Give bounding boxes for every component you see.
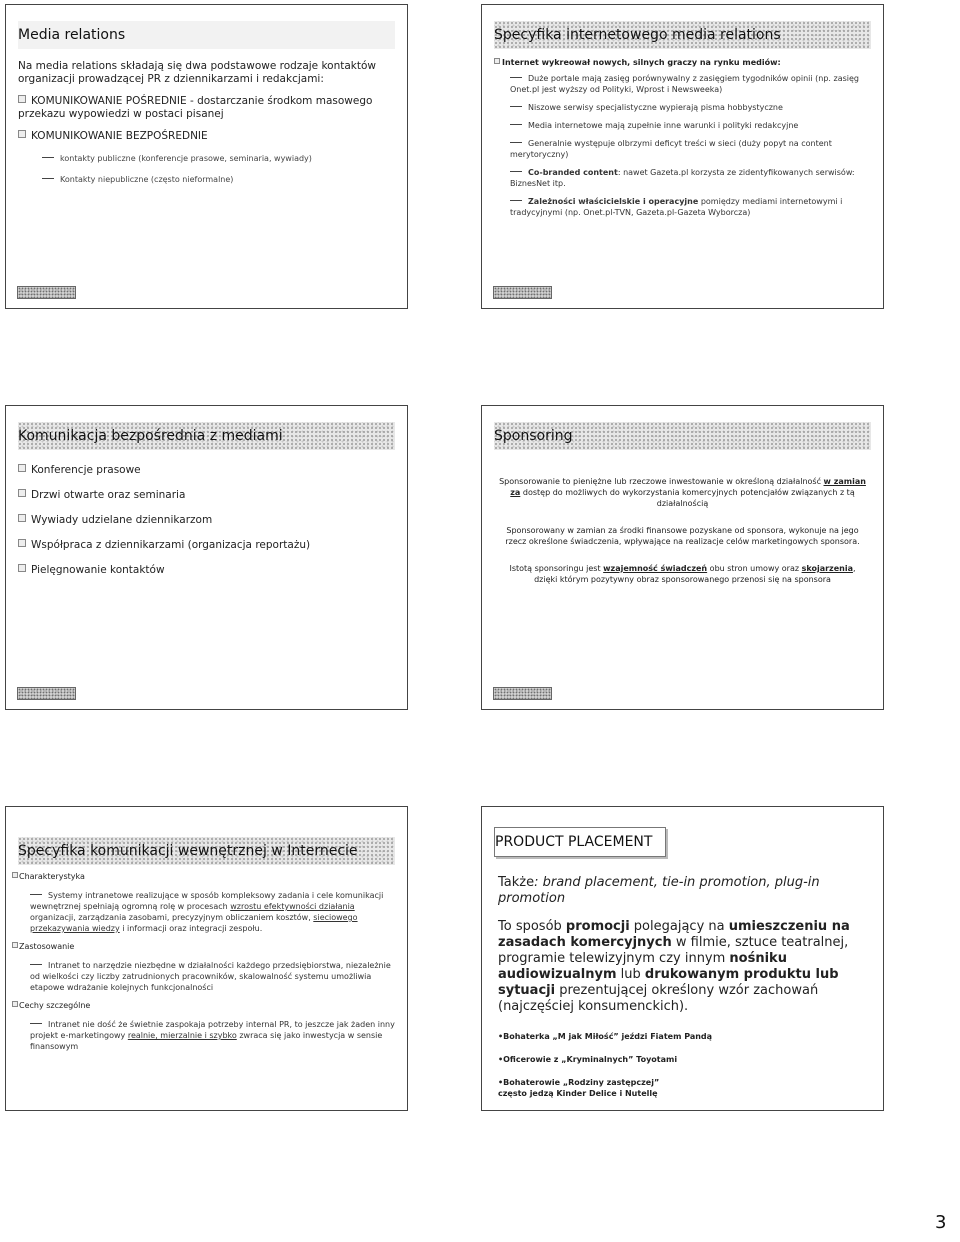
- sub-item: Zależności właścicielskie i operacyjne pomiędzy mediami internetowymi i tradycyjnymi (np. Onet.pl-TVN, Gazeta.pl-Gazeta Wyborcza): [510, 196, 871, 218]
- sub-item: Duże portale mają zasięg porównywalny z zasięgiem tygodników opinii (np. zasięg Onet.pl jest wyższy od Polityki, Wprost i Newsweeka): [510, 73, 871, 95]
- slide-title: Komunikacja bezpośrednia z mediami: [18, 422, 395, 450]
- slide-media-relations: [5, 4, 408, 309]
- bullet-square-icon: [12, 872, 18, 878]
- example-item: •Bohaterka „M jak Miłość” jeździ Fiatem Pandą: [498, 1032, 713, 1041]
- bullet-item: KOMUNIKOWANIE POŚREDNIE - dostarczanie środkom masowego przekazu wypowiedzi w postaci pisanej: [18, 95, 373, 120]
- sub-item: Intranet to narzędzie niezbędne w działalności każdego przedsiębiorstwa, niezależnie od wielkości czy liczby zatrudnionych pracowników, skalowalność systemu umożliwia etapowe wdrażanie kolejnych funkcjonalności: [30, 960, 397, 993]
- bullet-item: Współpraca z dziennikarzami (organizacja reportażu): [18, 539, 395, 552]
- bullet-item: Drzwi otwarte oraz seminaria: [18, 489, 395, 502]
- slide-title: Specyfika komunikacji wewnętrznej w Internecie: [18, 837, 395, 865]
- example-item: •Bohaterowie „Rodziny zastępczej” często jedzą Kinder Delice i Nutellę: [498, 1078, 660, 1098]
- bullet-square-icon: [18, 514, 26, 522]
- sub-item: Intranet nie dość że świetnie zaspokaja potrzeby internal PR, to jeszcze jak żaden inny projekt e-marketingowy realnie, mierzalnie i szybko zwraca się jako inwestycja w sensie finansowym: [30, 1019, 397, 1052]
- bullet-square-icon: [18, 464, 26, 472]
- slide-title: Media relations: [18, 21, 395, 49]
- sub-item: Kontakty niepubliczne (często nieformalne): [42, 173, 395, 186]
- sub-item: Generalnie występuje olbrzymi deficyt treści w sieci (duży popyt na content merytoryczny): [510, 138, 871, 160]
- section-heading: Zastosowanie: [12, 941, 397, 952]
- lead-item: Internet wykreował nowych, silnych graczy na rynku mediów:: [494, 57, 871, 68]
- bullet-item: Pielęgnowanie kontaktów: [18, 564, 395, 577]
- bullet-square-icon: [18, 489, 26, 497]
- page-number: 3: [935, 1212, 947, 1233]
- example-item: •Oficerowie z „Kryminalnych” Toyotami: [498, 1055, 678, 1064]
- sub-item: Media internetowe mają zupełnie inne warunki i polityki redakcyjne: [510, 120, 871, 131]
- slide-direct-communication: [5, 405, 408, 710]
- sub-item: kontakty publiczne (konferencje prasowe, seminaria, wywiady): [42, 152, 395, 165]
- paragraph: Sponsorowany w zamian za środki finansowe pozyskane od sponsora, wykonuje na jego rzecz określone świadczenia, wpływające na realizacje celów marketingowych sponsora.: [505, 526, 860, 546]
- footer-logo: [493, 286, 552, 299]
- sub-item: Systemy intranetowe realizujące w sposób kompleksowy zadania i cele komunikacji wewnętrznej spełniają ogromną rolę w procesach wzrostu efektywności działania organizacji, zarządzania zasobami, precyzyjnym obliczaniem kosztów, sieciowego przekazywania wiedzy i informacji oraz integracji zespołu.: [30, 890, 397, 934]
- also-known-as: Także: brand placement, tie-in promotion, plug-in promotion: [498, 875, 820, 906]
- slide-title: Specyfika internetowego media relations: [494, 21, 871, 49]
- section-heading: Cechy szczególne: [12, 1000, 397, 1011]
- slide-sponsoring: [481, 405, 884, 710]
- bullet-square-icon: [12, 1001, 18, 1007]
- bullet-square-icon: [494, 58, 500, 64]
- bullet-square-icon: [18, 130, 26, 138]
- slide-product-placement: [481, 806, 884, 1111]
- footer-logo: [493, 687, 552, 700]
- section-heading: Charakterystyka: [12, 871, 397, 882]
- sub-item: Niszowe serwisy specjalistyczne wypierają pisma hobbystyczne: [510, 102, 871, 113]
- footer-logo: [17, 286, 76, 299]
- slide-intro: Na media relations składają się dwa podstawowe rodzaje kontaktów organizacji prowadzącej PR z dziennikarzami i redakcjami:: [18, 60, 377, 85]
- definition: To sposób promocji polegający na umieszczeniu na zasadach komercyjnych w filmie, sztuce teatralnej, programie telewizyjnym czy innym nośniku audiowizualnym lub drukowanym produktu lub sytuacji prezentującej określony wzór zachowań (najczęściej konsumenckich).: [498, 919, 850, 1014]
- paragraph: Sponsorowanie to pieniężne lub rzeczowe inwestowanie w określoną działalność w zamian za dostęp do możliwych do wykorzystania komercyjnych potencjałów związanych z tą działalnością: [499, 477, 866, 508]
- bullet-item: Wywiady udzielane dziennikarzom: [18, 514, 395, 527]
- bullet-square-icon: [18, 564, 26, 572]
- slide-internet-media-relations: [481, 4, 884, 309]
- sub-item: Co-branded content: nawet Gazeta.pl korzysta ze zidentyfikowanych serwisów: BiznesNet itp.: [510, 167, 871, 189]
- slide-title: Sponsoring: [494, 422, 871, 450]
- footer-logo: [17, 687, 76, 700]
- paragraph: Istotą sponsoringu jest wzajemność świadczeń obu stron umowy oraz skojarzenia, dzięki którym pozytywny obraz sponsorowanego przenosi się na sponsora: [509, 564, 856, 584]
- bullet-square-icon: [18, 539, 26, 547]
- bullet-square-icon: [12, 942, 18, 948]
- bullet-item: KOMUNIKOWANIE BEZPOŚREDNIE: [18, 130, 395, 143]
- slide-title: PRODUCT PLACEMENT: [494, 827, 666, 857]
- slide-internal-communication: [5, 806, 408, 1111]
- bullet-item: Konferencje prasowe: [18, 464, 395, 477]
- bullet-square-icon: [18, 95, 26, 103]
